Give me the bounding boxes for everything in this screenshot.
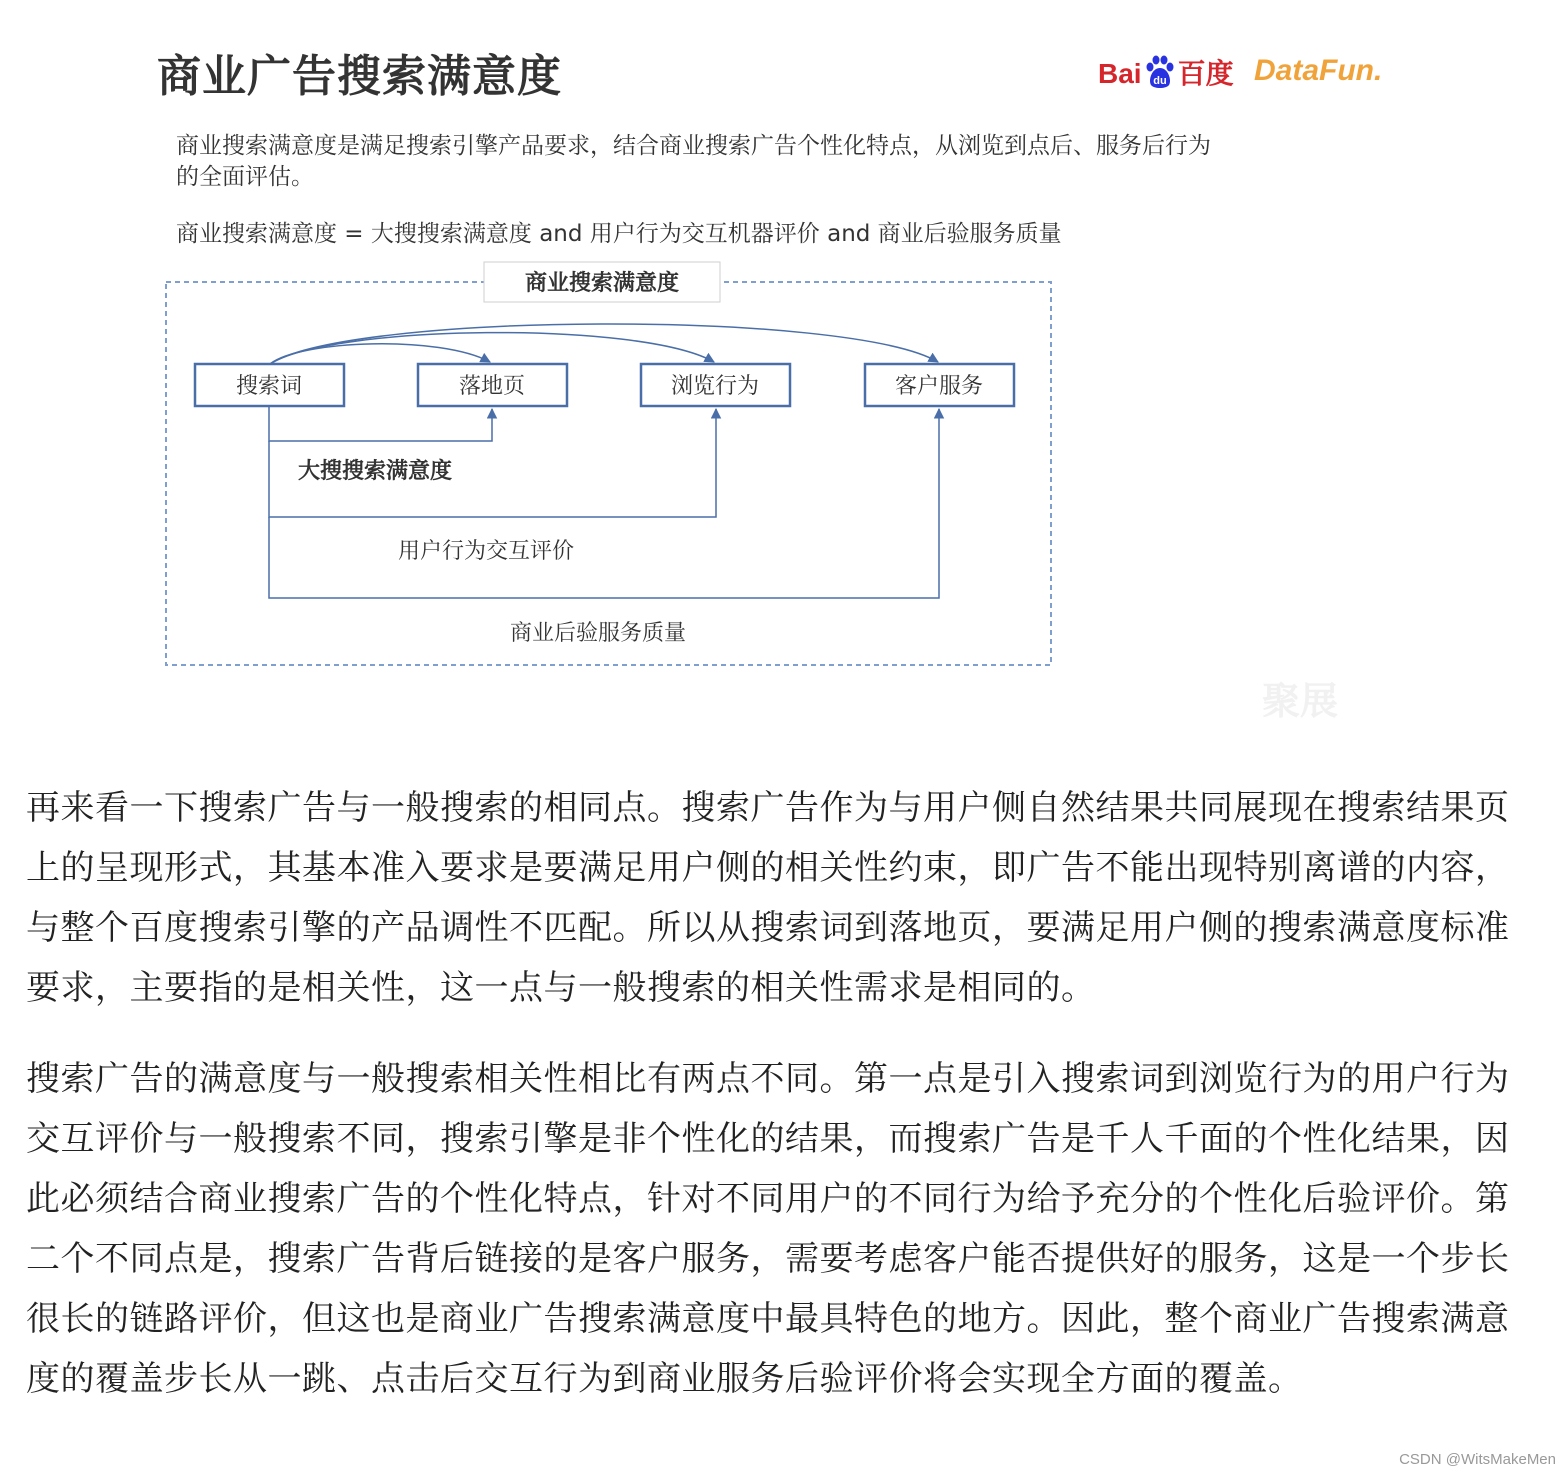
slide-title: 商业广告搜索满意度 <box>157 51 562 102</box>
frame-title: 商业搜索满意度 <box>524 271 680 296</box>
article-paragraph-2: 搜索广告的满意度与一般搜索相关性相比有两点不同。第一点是引入搜索词到浏览行为的用户行为交互评价与一般搜索不同，搜索引擎是非个性化的结果，而搜索广告是千人千面的个性化结果，因此必须结合商业搜索广告的个性化特点，针对不同用户的不同行为给予充分的个性化后验评价。第二个不同点是，搜索广告背后链接的是客户服务，需要考虑客户能否提供好的服务，这是一个步长很长的链路评价，但这也是商业广告搜索满意度中最具特色的地方。因此，整个商业广告搜索满意度的覆盖步长从一跳、点击后交互行为到商业服务后验评价将会实现全方面的覆盖。 <box>26 1059 1510 1399</box>
curve-to-browse-behavior <box>270 333 714 364</box>
slide-intro-line-2: 的全面评估。 <box>176 164 314 190</box>
source-credit: CSDN @WitsMakeMen <box>1399 1451 1556 1468</box>
node-search-term: 搜索词 <box>235 374 303 399</box>
node-customer-service: 客户服务 <box>894 374 984 399</box>
curve-to-landing-page <box>270 344 490 364</box>
node-browse-behavior: 浏览行为 <box>670 374 760 399</box>
datafun-logo: DataFun. <box>1254 54 1383 87</box>
bracket-to-customer-service <box>269 409 939 598</box>
edge-label-user-interaction: 用户行为交互评价 <box>398 539 575 564</box>
bracket-to-landing-page <box>269 406 492 441</box>
baidu-logo-text-left: Bai <box>1098 58 1142 89</box>
article-paragraph-1: 再来看一下搜索广告与一般搜索的相同点。搜索广告作为与用户侧自然结果共同展现在搜索结果页上的呈现形式，其基本准入要求是要满足用户侧的相关性约束，即广告不能出现特别离谱的内容，与整个百度搜索引擎的产品调性不匹配。所以从搜索词到落地页，要满足用户侧的搜索满意度标准要求，主要指的是相关性，这一点与一般搜索的相关性需求是相同的。 <box>26 788 1510 1008</box>
node-landing-page: 落地页 <box>458 374 526 399</box>
baidu-logo-text-right: 百度 <box>1177 58 1234 89</box>
slide-watermark: 聚展 <box>1262 679 1339 723</box>
baidu-paw-text: du <box>1152 75 1167 88</box>
slide-formula: 商业搜索满意度 = 大搜搜索满意度 and 用户行为交互机器评价 and 商业后验服务质量 <box>176 221 1062 247</box>
edge-label-search-satisfaction: 大搜搜索满意度 <box>298 459 453 484</box>
slide-intro-line-1: 商业搜索满意度是满足搜索引擎产品要求，结合商业搜索广告个性化特点，从浏览到点后、服务后行为 <box>176 133 1211 159</box>
edge-label-service-quality: 商业后验服务质量 <box>510 621 687 646</box>
